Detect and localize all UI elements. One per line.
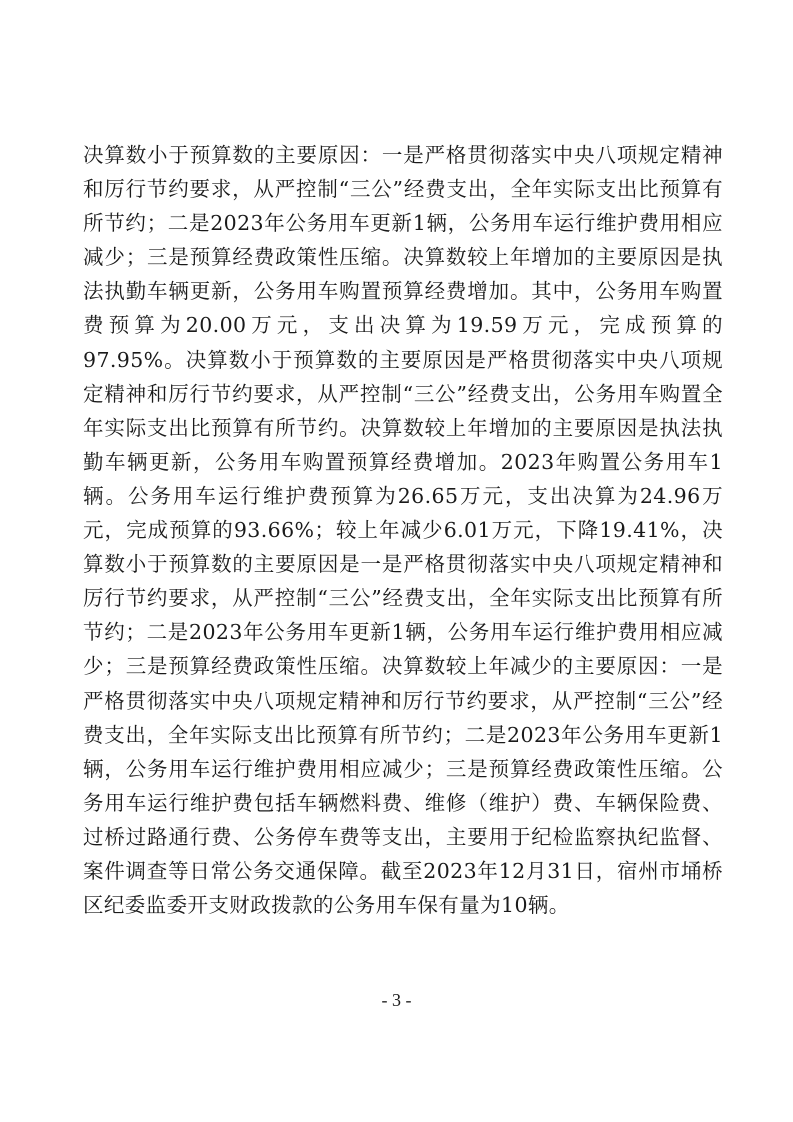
body-paragraph: 决算数小于预算数的主要原因：一是严格贯彻落实中央八项规定精神和厉行节约要求，从严控制“三公”经费支出，全年实际支出比预算有所节约；二是2023年公务用车更新1辆，公务用车运行维护费用相应减少；三是预算经费政策性压缩。决算数较上年增加的主要原因是执法执勤车辆更新，公务用车购置预算经费增加。其中，公务用车购置费预算为20.00万元，支出决算为19.59万元，完成预算的97.95%。决算数小于预算数的主要原因是严格贯彻落实中央八项规定精神和厉行节约要求，从严控制“三公”经费支出，公务用车购置全年实际支出比预算有所节约。决算数较上年增加的主要原因是执法执勤车辆更新，公务用车购置预算经费增加。2023年购置公务用车1辆。公务用车运行维护费预算为26.65万元，支出决算为24.96万元，完成预算的93.66%；较上年减少6.01万元，下降19.41%，决算数小于预算数的主要原因是一是严格贯彻落实中央八项规定精神和厉行节约要求，从严控制“三公”经费支出，全年实际支出比预算有所节约；二是2023年公务用车更新1辆，公务用车运行维护费用相应减少；三是预算经费政策性压缩。决算数较上年减少的主要原因：一是严格贯彻落实中央八项规定精神和厉行节约要求，从严控制“三公”经费支出，全年实际支出比预算有所节约；二是2023年公务用车更新1辆，公务用车运行维护费用相应减少；三是预算经费政策性压缩。公务用车运行维护费包括车辆燃料费、维修（维护）费、车辆保险费、过桥过路通行费、公务停车费等支出，主要用于纪检监察执纪监督、案件调查等日常公务交通保障。截至2023年12月31日，宿州市埇桥区纪委监委开支财政拨款的公务用车保有量为10辆。 — [83, 143, 723, 918]
page-number: - 3 - — [381, 990, 412, 1010]
